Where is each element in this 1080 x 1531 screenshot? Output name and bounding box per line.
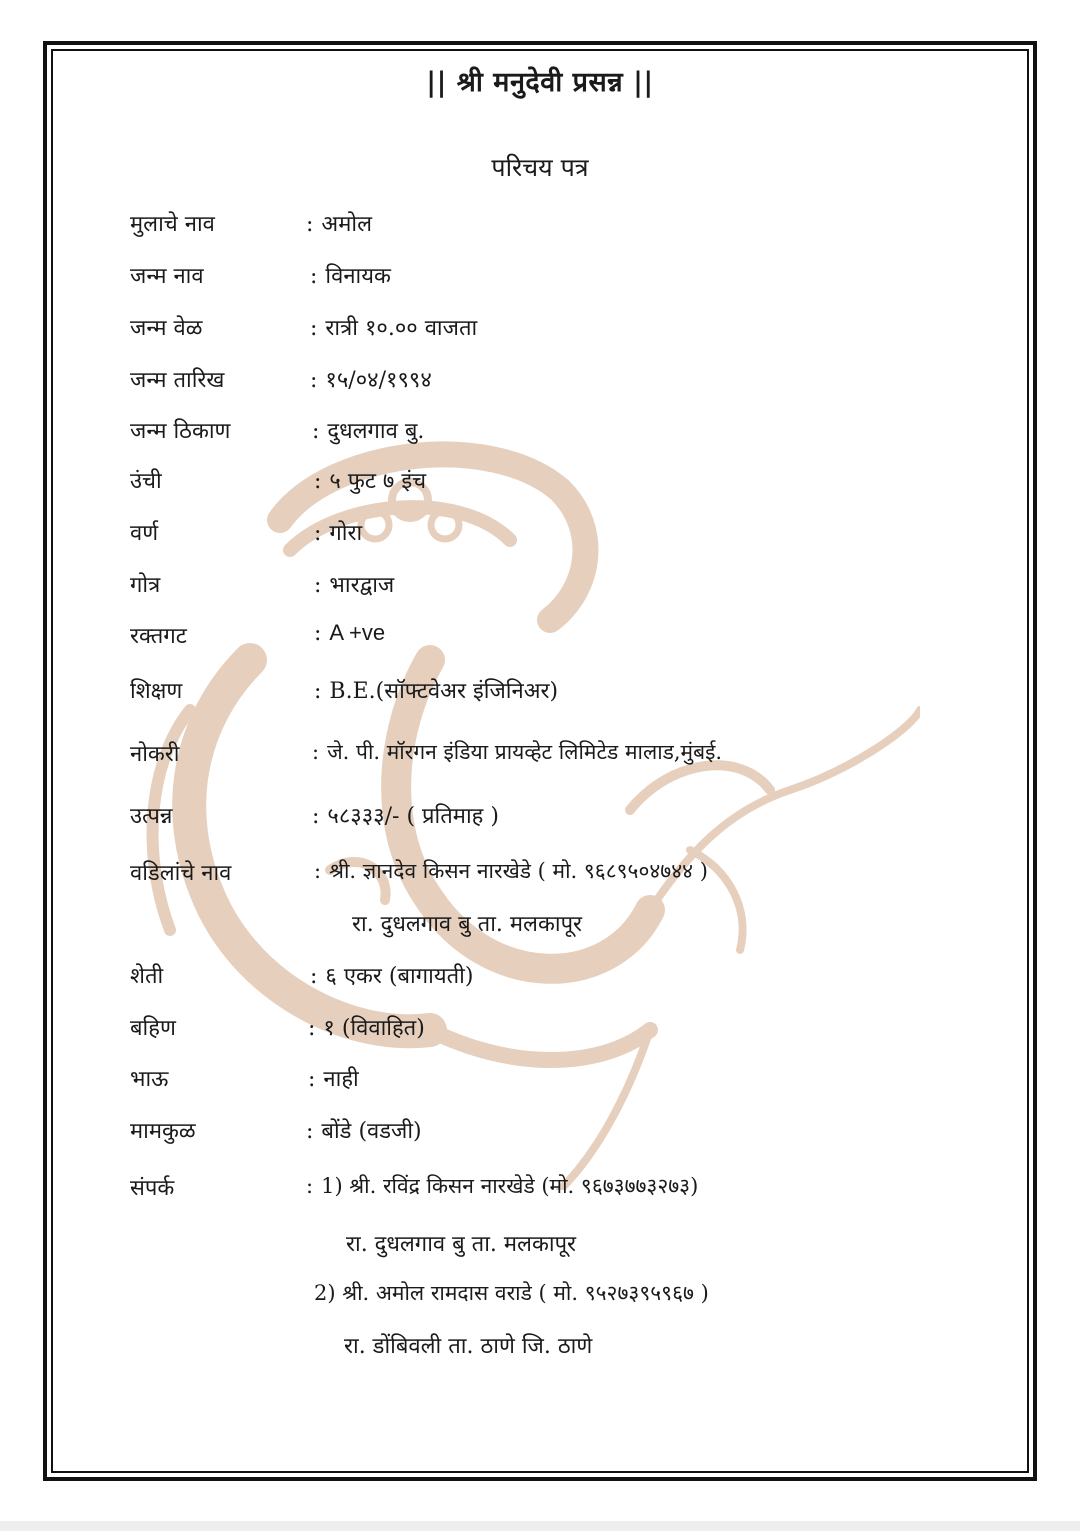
field-label: रक्तगट [130,624,187,649]
field-value: B.E.(सॉफ्टवेअर इंजिनिअर) [329,679,559,704]
field-separator: : [314,859,322,883]
field-label: नोकरी [130,742,180,767]
field-label: जन्म ठिकाण [130,419,231,444]
field-label: जन्म वेळ [130,316,203,341]
field-separator: : [306,1119,314,1144]
field-label: संपर्क [130,1176,175,1201]
field-value: रात्री १०.०० वाजता [325,316,478,341]
field-label: गोत्र [130,573,161,598]
field-separator: : [310,964,318,989]
field-value: श्री. ज्ञानदेव किसन नारखेडे ( मो. ९६८९५०४७४४ ) [329,859,708,883]
field-value: ५८३३३/- ( प्रतिमाह ) [327,804,499,829]
field-value: भारद्वाज [329,573,395,598]
document-subtitle: परिचय पत्र [491,153,589,182]
field-value: १५/०४/१९९४ [325,368,432,393]
field-separator: : [308,1016,316,1041]
field-value: गोरा [329,521,363,546]
field-separator: : [314,679,322,704]
field-separator: : [310,264,318,289]
field-value: ५ फुट ७ इंच [329,469,427,494]
field-value: ६ एकर (बागायती) [325,964,474,989]
field-label: जन्म नाव [130,264,204,289]
field-separator: : [314,573,322,598]
field-separator: : [314,521,322,546]
field-label: भाऊ [130,1067,169,1092]
field-value: 1) श्री. रविंद्र किसन नारखेडे (मो. ९६७३७७३२७३) [321,1174,699,1198]
field-value: दुधलगाव बु. [327,419,425,444]
field-label: मुलाचे नाव [130,212,215,237]
field-separator: : [312,419,320,444]
field-separator: : [314,469,322,494]
field-separator: : [308,1067,316,1092]
field-label: शिक्षण [130,679,183,704]
field-separator: : [312,804,320,829]
field-value: A +ve [329,620,386,645]
field-separator: : [314,621,322,646]
field-label: वडिलांचे नाव [130,861,232,886]
field-label: जन्म तारिख [130,368,225,393]
bottom-strip [0,1521,1080,1531]
field-value: १ (विवाहित) [323,1016,425,1041]
field-label: वर्ण [130,521,159,546]
field-separator: : [310,368,318,393]
contact2-address: रा. डोंबिवली ता. ठाणे जि. ठाणे [344,1334,593,1359]
field-separator: : [312,740,320,764]
field-label: उत्पन्न [130,804,173,829]
field-separator: : [310,316,318,341]
field-label: शेती [130,964,164,989]
field-value: बोंडे (वडजी) [321,1119,422,1144]
field-value: अमोल [321,212,373,237]
field-label: मामकुळ [130,1119,196,1144]
field-separator: : [306,212,314,237]
field-value: जे. पी. मॉरगन इंडिया प्रायव्हेट लिमिटेड मालाड,मुंबई. [327,740,723,764]
field-label: उंची [130,469,162,494]
field-value: विनायक [325,264,391,289]
field-label: बहिण [130,1016,176,1041]
contact1-address: रा. दुधलगाव बु ता. मलकापूर [346,1232,577,1257]
invocation-title: || श्री मनुदेवी प्रसन्न || [426,67,654,98]
contact2: 2) श्री. अमोल रामदास वराडे ( मो. ९५२७३९५९६७ ) [314,1281,709,1305]
field-separator: : [306,1174,314,1198]
father-address: रा. दुधलगाव बु ता. मलकापूर [352,912,583,937]
ganesha-watermark-icon [130,430,920,1190]
field-value: नाही [323,1067,359,1092]
